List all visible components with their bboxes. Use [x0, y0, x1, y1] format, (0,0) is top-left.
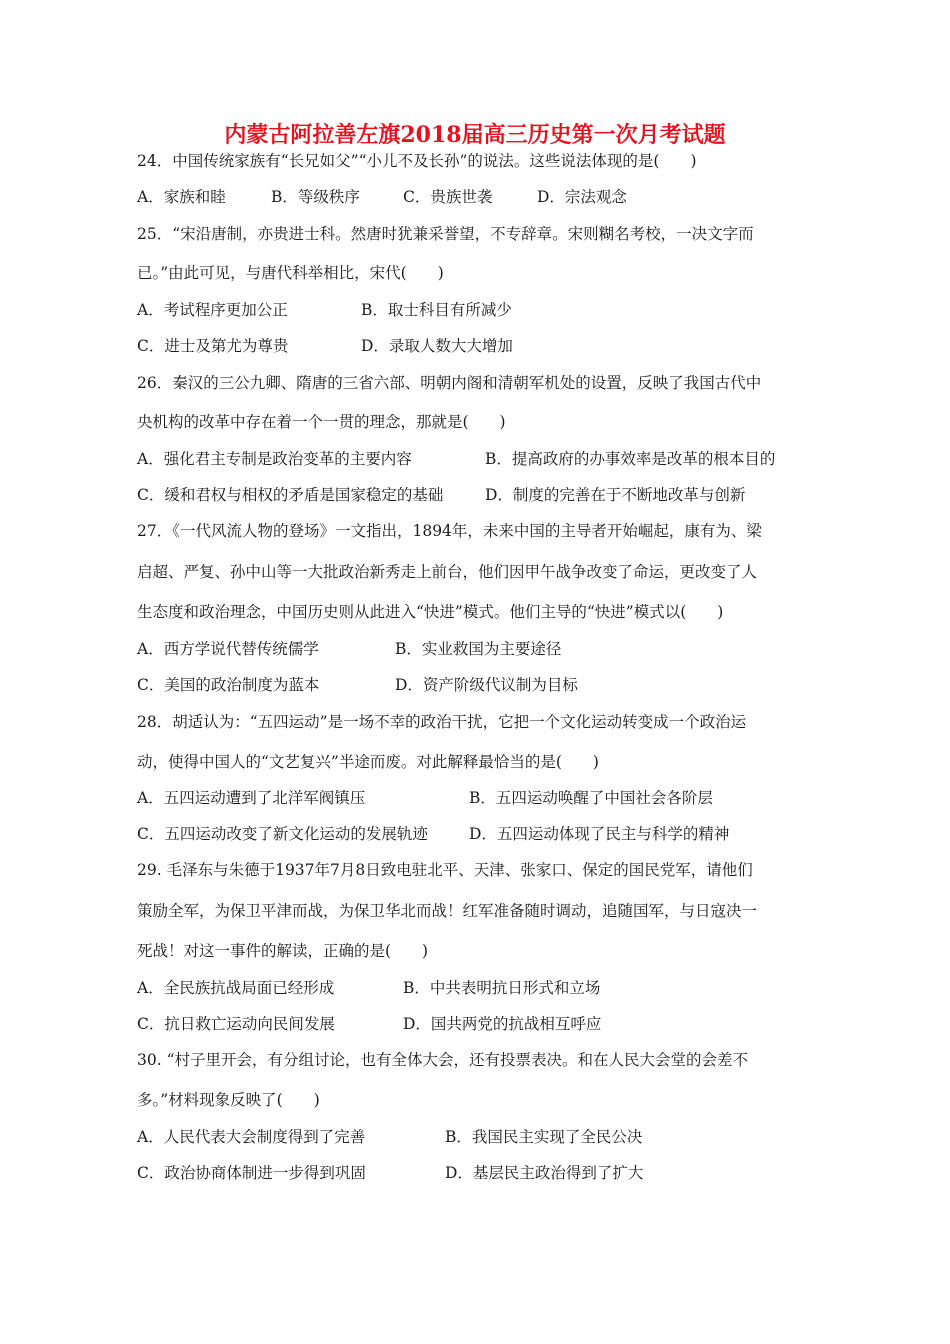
q25-option-c: C．进士及第尤为尊贵: [137, 337, 289, 355]
q28-stem-line-1: 28．胡适认为：“五四运动”是一场不幸的政治干扰，它把一个文化运动转变成一个政治运: [137, 713, 747, 731]
q24-option-b: B．等级秩序: [271, 188, 360, 206]
q24-stem: 24．中国传统家族有“长兄如父”“小儿不及长孙”的说法。这些说法体现的是( ): [137, 152, 697, 170]
q26-option-b: B．提高政府的办事效率是改革的根本目的: [485, 450, 776, 468]
q29-option-c: C．抗日救亡运动向民间发展: [137, 1015, 335, 1033]
q27-option-a: A．西方学说代替传统儒学: [137, 640, 319, 658]
q26-stem-line-1: 26．秦汉的三公九卿、隋唐的三省六部、明朝内阁和清朝军机处的设置，反映了我国古代中: [137, 374, 762, 392]
q30-options-row-2: [137, 1162, 837, 1184]
q28-stem-line-2: 动，使得中国人的“文艺复兴”半途而废。对此解释最恰当的是( ): [137, 753, 599, 771]
q27-option-b: B．实业救国为主要途径: [395, 640, 562, 658]
q25-options-row-1: [137, 299, 837, 321]
q26-option-d: D．制度的完善在于不断地改革与创新: [485, 486, 746, 504]
q25-stem-line-1: 25．“宋沿唐制，亦贵进士科。然唐时犹兼采誉望，不专辞章。宋则糊名考校，一决文字而: [137, 225, 754, 243]
doc-title: 内蒙古阿拉善左旗2018届高三历史第一次月考试题: [224, 122, 726, 148]
q30-option-a: A．人民代表大会制度得到了完善: [137, 1128, 366, 1146]
q29-option-a: A．全民族抗战局面已经形成: [137, 979, 335, 997]
q30-option-d: D．基层民主政治得到了扩大: [445, 1164, 644, 1182]
q28-option-a: A．五四运动遭到了北洋军阀镇压: [137, 789, 366, 807]
q29-option-b: B．中共表明抗日形式和立场: [403, 979, 601, 997]
q24-option-a: A．家族和睦: [137, 188, 226, 206]
q29-options-row-2: [137, 1013, 837, 1035]
q29-stem-line-2: 策励全军，为保卫平津而战，为保卫华北而战！红军准备随时调动，追随国军，与日寇决一: [137, 902, 758, 920]
q29-stem-line-1: 29. 毛泽东与朱德于1937年7月8日致电驻北平、天津、张家口、保定的国民党军，请他们: [137, 861, 753, 879]
q25-option-d: D．录取人数大大增加: [361, 337, 513, 355]
q30-stem-line-2: 多。”材料现象反映了( ): [137, 1091, 320, 1109]
q27-stem-line-1: 27．《一代风流人物的登场》一文指出，1894年，未来中国的主导者开始崛起，康有为、梁: [137, 522, 762, 540]
q29-options-row-1: [137, 977, 837, 999]
q30-options-row-1: [137, 1126, 837, 1148]
q24-option-d: D．宗法观念: [537, 188, 627, 206]
q30-option-b: B．我国民主实现了全民公决: [445, 1128, 643, 1146]
q27-options-row-2: [137, 674, 837, 696]
q26-options-row-1: [137, 448, 837, 470]
q28-options-row-1: [137, 787, 837, 809]
q28-option-b: B．五四运动唤醒了中国社会各阶层: [469, 789, 713, 807]
q28-option-c: C．五四运动改变了新文化运动的发展轨迹: [137, 825, 428, 843]
q28-option-d: D．五四运动体现了民主与科学的精神: [469, 825, 730, 843]
q30-stem-line-1: 30. “村子里开会，有分组讨论，也有全体大会，还有投票表决。和在人民大会堂的会差不: [137, 1051, 749, 1069]
q25-options-row-2: [137, 335, 837, 357]
q27-option-c: C．美国的政治制度为蓝本: [137, 676, 320, 694]
q24-option-c: C．贵族世袭: [403, 188, 493, 206]
q25-option-b: B．取士科目有所减少: [361, 301, 512, 319]
q26-option-a: A．强化君主专制是政治变革的主要内容: [137, 450, 412, 468]
q27-stem-line-3: 生态度和政治理念，中国历史则从此进入“快进”模式。他们主导的“快进”模式以( ): [137, 603, 724, 621]
q28-options-row-2: [137, 823, 837, 845]
q29-option-d: D．国共两党的抗战相互呼应: [403, 1015, 602, 1033]
q27-option-d: D．资产阶级代议制为目标: [395, 676, 578, 694]
q25-stem-line-2: 已。”由此可见，与唐代科举相比，宋代( ): [137, 264, 444, 282]
q26-option-c: C．缓和君权与相权的矛盾是国家稳定的基础: [137, 486, 444, 504]
q25-option-a: A．考试程序更加公正: [137, 301, 288, 319]
q24-options: [137, 186, 837, 208]
q29-stem-line-3: 死战！对这一事件的解读，正确的是( ): [137, 942, 429, 960]
q30-option-c: C．政治协商体制进一步得到巩固: [137, 1164, 366, 1182]
q26-options-row-2: [137, 484, 837, 506]
q27-stem-line-2: 启超、严复、孙中山等一大批政治新秀走上前台，他们因甲午战争改变了命运，更改变了人: [137, 563, 758, 581]
q26-stem-line-2: 央机构的改革中存在着一个一贯的理念，那就是( ): [137, 413, 506, 431]
q27-options-row-1: [137, 638, 837, 660]
